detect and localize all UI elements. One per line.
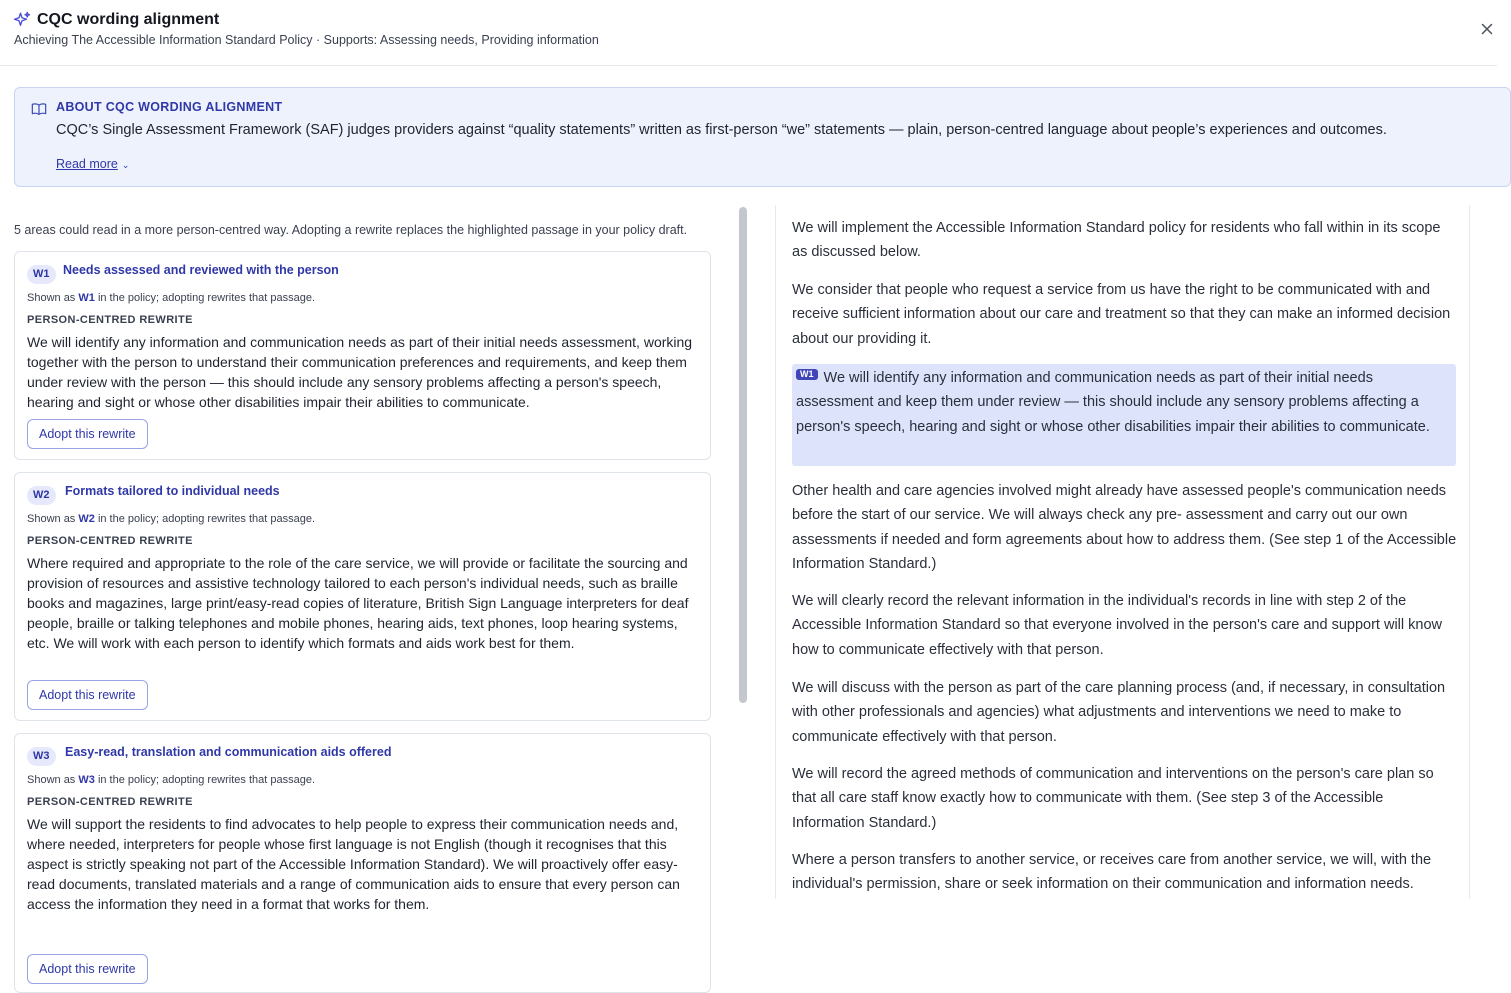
policy-paragraph: We will discuss with the person as part of the care planning process (and, if necessary, in consultation with other professionals and agencies) what adjustments and interventions we need to make to communicate effectively with that person.: [792, 680, 1446, 745]
policy-draft-panel: [775, 205, 1470, 899]
highlighted-passage-w1[interactable]: [792, 364, 1456, 466]
suggestion-badge: W3: [27, 747, 56, 766]
shown-as-note: Shown as W3 in the policy; adopting rewrites that passage.: [27, 774, 316, 786]
suggestion-card-w2: [14, 472, 711, 721]
rewrite-text: We will support the residents to find advocates to help people to express their communication needs and, where needed, interpreters for people whose first language is not English (though it recognises that this aspect is strictly speaking not part of the Accessible Information Standard). We will proactively offer easy-read documents, translated materials and a range of communication aids to ensure that every person can access the information they need in a format that works for them.: [27, 816, 680, 912]
scrollbar-thumb[interactable]: [739, 207, 747, 703]
policy-paragraph: Where a person transfers to another service, or receives care from another service, we will, with the individual's permission, share or seek information on their communication and information needs.: [792, 852, 1432, 893]
rewrite-label: PERSON-CENTRED REWRITE: [27, 314, 193, 326]
dialog-header: [0, 0, 1497, 66]
book-open-icon: [31, 101, 47, 117]
shown-as-note: Shown as W2 in the policy; adopting rewrites that passage.: [27, 513, 316, 525]
suggestions-list: [0, 205, 735, 976]
about-panel: [14, 87, 1511, 187]
suggestion-card-w3: [14, 733, 711, 993]
suggestion-card-w1: [14, 251, 711, 460]
suggestions-scrollbar[interactable]: [737, 205, 749, 899]
policy-paragraph: Other health and care agencies involved might already have assessed people's communication needs before the start of our service. We will always check any pre- assessment and carry out our own assessments if needed and form agreements about how to address them. (See step 1 of the Accessible Information Standard.): [792, 483, 1457, 572]
policy-paragraph: We will implement the Accessible Information Standard policy for residents who fall within in its scope as discussed below.: [792, 220, 1441, 261]
suggestion-badge: W1: [27, 265, 56, 284]
about-text: CQC’s Single Assessment Framework (SAF) judges providers against “quality statements” written as first-person “we” statements — plain, person-centred language about people’s experiences and outcomes.: [56, 122, 1387, 138]
chevron-down-icon: ⌄: [121, 160, 130, 170]
adopt-rewrite-button[interactable]: Adopt this rewrite: [27, 419, 148, 449]
highlighted-passage-text: W1 We will identify any information and communication needs as part of their initial needs assessment and keep them under review — this should include any sensory problems affecting a person's speech, hearing and sight or whose other disabilities impair their abilities to communicate.: [796, 369, 1430, 435]
adopt-rewrite-button[interactable]: Adopt this rewrite: [27, 680, 148, 710]
about-title: ABOUT CQC WORDING ALIGNMENT: [56, 100, 283, 114]
policy-paragraph: We will clearly record the relevant information in the individual's records in line with step 2 of the Accessible Information Standard so that everyone involved in the person's care and support will know how to communicate effectively with that person.: [792, 593, 1442, 658]
adopt-rewrite-button[interactable]: Adopt this rewrite: [27, 954, 148, 984]
rewrite-label: PERSON-CENTRED REWRITE: [27, 535, 193, 547]
rewrite-text: We will identify any information and communication needs as part of their initial needs assessment, working together with the person to understand their communication preferences and requirements, and keep them under review with the person — this should include any sensory problems affecting a person's speech, hearing and sight or whose other disabilities impair their abilities to communicate.: [27, 334, 693, 410]
policy-paragraph: We will record the agreed methods of communication and interventions on the person's care plan so that all care staff know exactly how to communicate with them. (See step 3 of the Accessible Information Standard.): [792, 766, 1434, 831]
suggestion-badge: W2: [27, 486, 56, 505]
policy-paragraph: We consider that people who request a service from us have the right to be communicated with and receive sufficient information about our care and treatment so that they can make an informed decision about our providing it.: [792, 282, 1451, 347]
suggestion-title: Formats tailored to individual needs: [65, 484, 280, 498]
read-more-label: Read more: [56, 157, 118, 171]
close-icon[interactable]: [1478, 20, 1496, 38]
rewrite-text: Where required and appropriate to the role of the care service, we will provide or facilitate the sourcing and provision of resources and assistive technology tailored to each person's individual needs, such as braille books and magazines, large print/easy-read copies of literature, British Sign Language interpreters for deaf people, braille or talking telephones and mobile phones, hearing aids, text phones, loop hearing systems, etc. We will work with each person to identify which formats and aids work best for them.: [27, 555, 689, 651]
sparkles-icon: [13, 11, 31, 29]
suggestion-title: Needs assessed and reviewed with the person: [63, 263, 339, 277]
passage-tag: W1: [796, 369, 818, 380]
read-more-link[interactable]: [56, 157, 129, 171]
shown-as-note: Shown as W1 in the policy; adopting rewrites that passage.: [27, 292, 316, 304]
suggestion-title: Easy-read, translation and communication aids offered: [65, 745, 392, 759]
dialog-subtitle: Achieving The Accessible Information Standard Policy · Supports: Assessing needs, Providing information: [14, 33, 599, 47]
suggestions-intro: 5 areas could read in a more person-centred way. Adopting a rewrite replaces the highlighted passage in your policy draft.: [14, 223, 688, 237]
dialog-title: CQC wording alignment: [37, 11, 220, 28]
rewrite-label: PERSON-CENTRED REWRITE: [27, 796, 193, 808]
